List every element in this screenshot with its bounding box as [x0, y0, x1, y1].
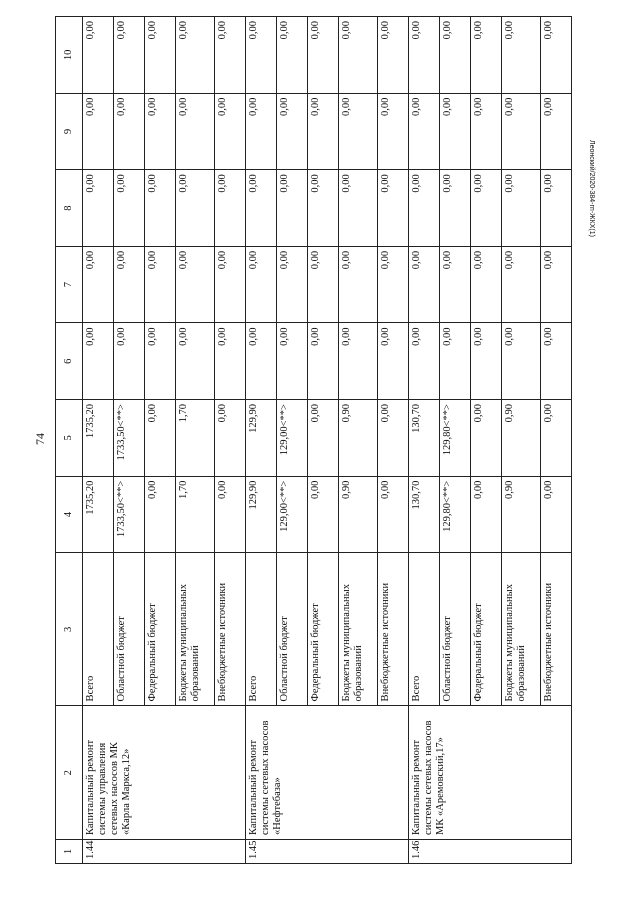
value-cell-col-4: 1733,50<**>: [114, 476, 145, 553]
value-cell-col-7: 0,00: [378, 246, 409, 323]
value-cell-col-4: 0,00: [145, 476, 176, 553]
header-row: [56, 17, 83, 864]
value-cell-col-5: 0,00: [541, 400, 572, 477]
value-cell-col-7: 0,00: [339, 246, 378, 323]
value-cell-col-6: 0,00: [176, 323, 215, 400]
value-cell-col-6: 0,00: [246, 323, 277, 400]
funding-source: Областной бюджет: [114, 553, 145, 706]
value-cell-col-4: 130,70: [409, 476, 440, 553]
value-cell-col-6: 0,00: [378, 323, 409, 400]
value-cell-col-8: 0,00: [277, 170, 308, 247]
value-cell-col-8: 0,00: [145, 170, 176, 247]
value-cell-col-5: 0,00: [308, 400, 339, 477]
value-cell-col-10: 0,00: [502, 17, 541, 94]
measure-name: Капитальный ремонт системы сетевых насосов «Нефтебаза»: [246, 706, 409, 840]
funding-source: Бюджеты муниципальных образований: [176, 553, 215, 706]
value-cell-col-8: 0,00: [308, 170, 339, 247]
value-cell-col-7: 0,00: [541, 246, 572, 323]
table-row: [409, 17, 440, 864]
value-cell-col-10: 0,00: [176, 17, 215, 94]
value-cell-col-4: 0,00: [308, 476, 339, 553]
value-cell-col-4: 0,00: [215, 476, 246, 553]
value-cell-col-10: 0,00: [83, 17, 114, 94]
value-cell-col-6: 0,00: [308, 323, 339, 400]
value-cell-col-6: 0,00: [339, 323, 378, 400]
funding-source: Бюджеты муниципальных образований: [339, 553, 378, 706]
value-cell-col-9: 0,00: [440, 93, 471, 170]
column-header-1: 1: [56, 839, 83, 863]
value-cell-col-8: 0,00: [83, 170, 114, 247]
value-cell-col-5: 129,00<**>: [277, 400, 308, 477]
value-cell-col-5: 0,00: [145, 400, 176, 477]
value-cell-col-9: 0,00: [246, 93, 277, 170]
value-cell-col-7: 0,00: [83, 246, 114, 323]
budget-table: [55, 16, 572, 864]
value-cell-col-10: 0,00: [246, 17, 277, 94]
value-cell-col-7: 0,00: [215, 246, 246, 323]
row-number: 1.46: [409, 839, 572, 863]
column-header-10: 10: [56, 17, 83, 94]
column-header-9: 9: [56, 93, 83, 170]
value-cell-col-8: 0,00: [541, 170, 572, 247]
value-cell-col-10: 0,00: [440, 17, 471, 94]
value-cell-col-7: 0,00: [440, 246, 471, 323]
value-cell-col-7: 0,00: [277, 246, 308, 323]
value-cell-col-4: 0,00: [471, 476, 502, 553]
value-cell-col-9: 0,00: [145, 93, 176, 170]
value-cell-col-4: 1735,20: [83, 476, 114, 553]
value-cell-col-5: 1735,20: [83, 400, 114, 477]
value-cell-col-4: 129,00<**>: [277, 476, 308, 553]
column-header-3: 3: [56, 553, 83, 706]
value-cell-col-9: 0,00: [83, 93, 114, 170]
value-cell-col-4: 129,80<**>: [440, 476, 471, 553]
funding-source: Бюджеты муниципальных образований: [502, 553, 541, 706]
value-cell-col-5: 1733,50<**>: [114, 400, 145, 477]
value-cell-col-6: 0,00: [215, 323, 246, 400]
value-cell-col-5: 130,70: [409, 400, 440, 477]
value-cell-col-4: 1,70: [176, 476, 215, 553]
value-cell-col-6: 0,00: [409, 323, 440, 400]
funding-source: Внебюджетные источники: [378, 553, 409, 706]
value-cell-col-7: 0,00: [176, 246, 215, 323]
value-cell-col-5: 0,90: [339, 400, 378, 477]
column-header-6: 6: [56, 323, 83, 400]
value-cell-col-6: 0,00: [471, 323, 502, 400]
funding-source: Областной бюджет: [277, 553, 308, 706]
value-cell-col-4: 0,00: [541, 476, 572, 553]
value-cell-col-6: 0,00: [502, 323, 541, 400]
value-cell-col-9: 0,00: [176, 93, 215, 170]
value-cell-col-5: 0,00: [215, 400, 246, 477]
value-cell-col-9: 0,00: [308, 93, 339, 170]
value-cell-col-7: 0,00: [308, 246, 339, 323]
value-cell-col-6: 0,00: [277, 323, 308, 400]
funding-source: Внебюджетные источники: [541, 553, 572, 706]
value-cell-col-5: 0,00: [471, 400, 502, 477]
value-cell-col-7: 0,00: [246, 246, 277, 323]
value-cell-col-7: 0,00: [471, 246, 502, 323]
rotated-table-wrapper: [55, 16, 570, 864]
value-cell-col-4: 0,90: [339, 476, 378, 553]
value-cell-col-8: 0,00: [502, 170, 541, 247]
table-body: [83, 17, 572, 864]
value-cell-col-10: 0,00: [409, 17, 440, 94]
column-header-2: 2: [56, 706, 83, 840]
value-cell-col-9: 0,00: [502, 93, 541, 170]
row-number: 1.45: [246, 839, 409, 863]
row-number: 1.44: [83, 839, 246, 863]
value-cell-col-8: 0,00: [215, 170, 246, 247]
value-cell-col-4: 0,90: [502, 476, 541, 553]
funding-source: Всего: [83, 553, 114, 706]
value-cell-col-10: 0,00: [471, 17, 502, 94]
value-cell-col-5: 0,00: [378, 400, 409, 477]
value-cell-col-7: 0,00: [502, 246, 541, 323]
value-cell-col-9: 0,00: [215, 93, 246, 170]
value-cell-col-9: 0,00: [409, 93, 440, 170]
value-cell-col-4: 0,00: [378, 476, 409, 553]
value-cell-col-10: 0,00: [145, 17, 176, 94]
value-cell-col-10: 0,00: [215, 17, 246, 94]
value-cell-col-5: 1,70: [176, 400, 215, 477]
value-cell-col-8: 0,00: [114, 170, 145, 247]
funding-source: Федеральный бюджет: [308, 553, 339, 706]
funding-source: Федеральный бюджет: [145, 553, 176, 706]
value-cell-col-10: 0,00: [378, 17, 409, 94]
value-cell-col-9: 0,00: [277, 93, 308, 170]
value-cell-col-8: 0,00: [471, 170, 502, 247]
value-cell-col-7: 0,00: [114, 246, 145, 323]
column-header-4: 4: [56, 476, 83, 553]
value-cell-col-5: 0,90: [502, 400, 541, 477]
value-cell-col-9: 0,00: [471, 93, 502, 170]
measure-name: Капитальный ремонт системы сетевых насосов МК «Аремовский,17»: [409, 706, 572, 840]
value-cell-col-9: 0,00: [339, 93, 378, 170]
value-cell-col-10: 0,00: [339, 17, 378, 94]
measure-name: Капитальный ремонт системы управления сетевых насосов МК «Карла Маркса,12»: [83, 706, 246, 840]
table-row: [83, 17, 114, 864]
value-cell-col-5: 129,80<**>: [440, 400, 471, 477]
funding-source: Федеральный бюджет: [471, 553, 502, 706]
value-cell-col-7: 0,00: [409, 246, 440, 323]
value-cell-col-6: 0,00: [541, 323, 572, 400]
value-cell-col-10: 0,00: [308, 17, 339, 94]
funding-source: Всего: [409, 553, 440, 706]
value-cell-col-9: 0,00: [114, 93, 145, 170]
column-header-7: 7: [56, 246, 83, 323]
value-cell-col-8: 0,00: [409, 170, 440, 247]
funding-source: Всего: [246, 553, 277, 706]
value-cell-col-6: 0,00: [114, 323, 145, 400]
value-cell-col-10: 0,00: [277, 17, 308, 94]
funding-source: Внебюджетные источники: [215, 553, 246, 706]
value-cell-col-5: 129,90: [246, 400, 277, 477]
value-cell-col-9: 0,00: [541, 93, 572, 170]
table-row: [246, 17, 277, 864]
value-cell-col-6: 0,00: [440, 323, 471, 400]
page-number: 74: [33, 433, 47, 445]
value-cell-col-6: 0,00: [83, 323, 114, 400]
value-cell-col-8: 0,00: [378, 170, 409, 247]
funding-source: Областной бюджет: [440, 553, 471, 706]
value-cell-col-9: 0,00: [378, 93, 409, 170]
value-cell-col-8: 0,00: [176, 170, 215, 247]
value-cell-col-8: 0,00: [440, 170, 471, 247]
value-cell-col-10: 0,00: [114, 17, 145, 94]
column-header-5: 5: [56, 400, 83, 477]
value-cell-col-8: 0,00: [246, 170, 277, 247]
value-cell-col-8: 0,00: [339, 170, 378, 247]
value-cell-col-6: 0,00: [145, 323, 176, 400]
value-cell-col-4: 129,90: [246, 476, 277, 553]
document-code: Леонский/2020-384-гп-ЖКХ(1): [588, 140, 595, 237]
column-header-8: 8: [56, 170, 83, 247]
value-cell-col-7: 0,00: [145, 246, 176, 323]
value-cell-col-10: 0,00: [541, 17, 572, 94]
